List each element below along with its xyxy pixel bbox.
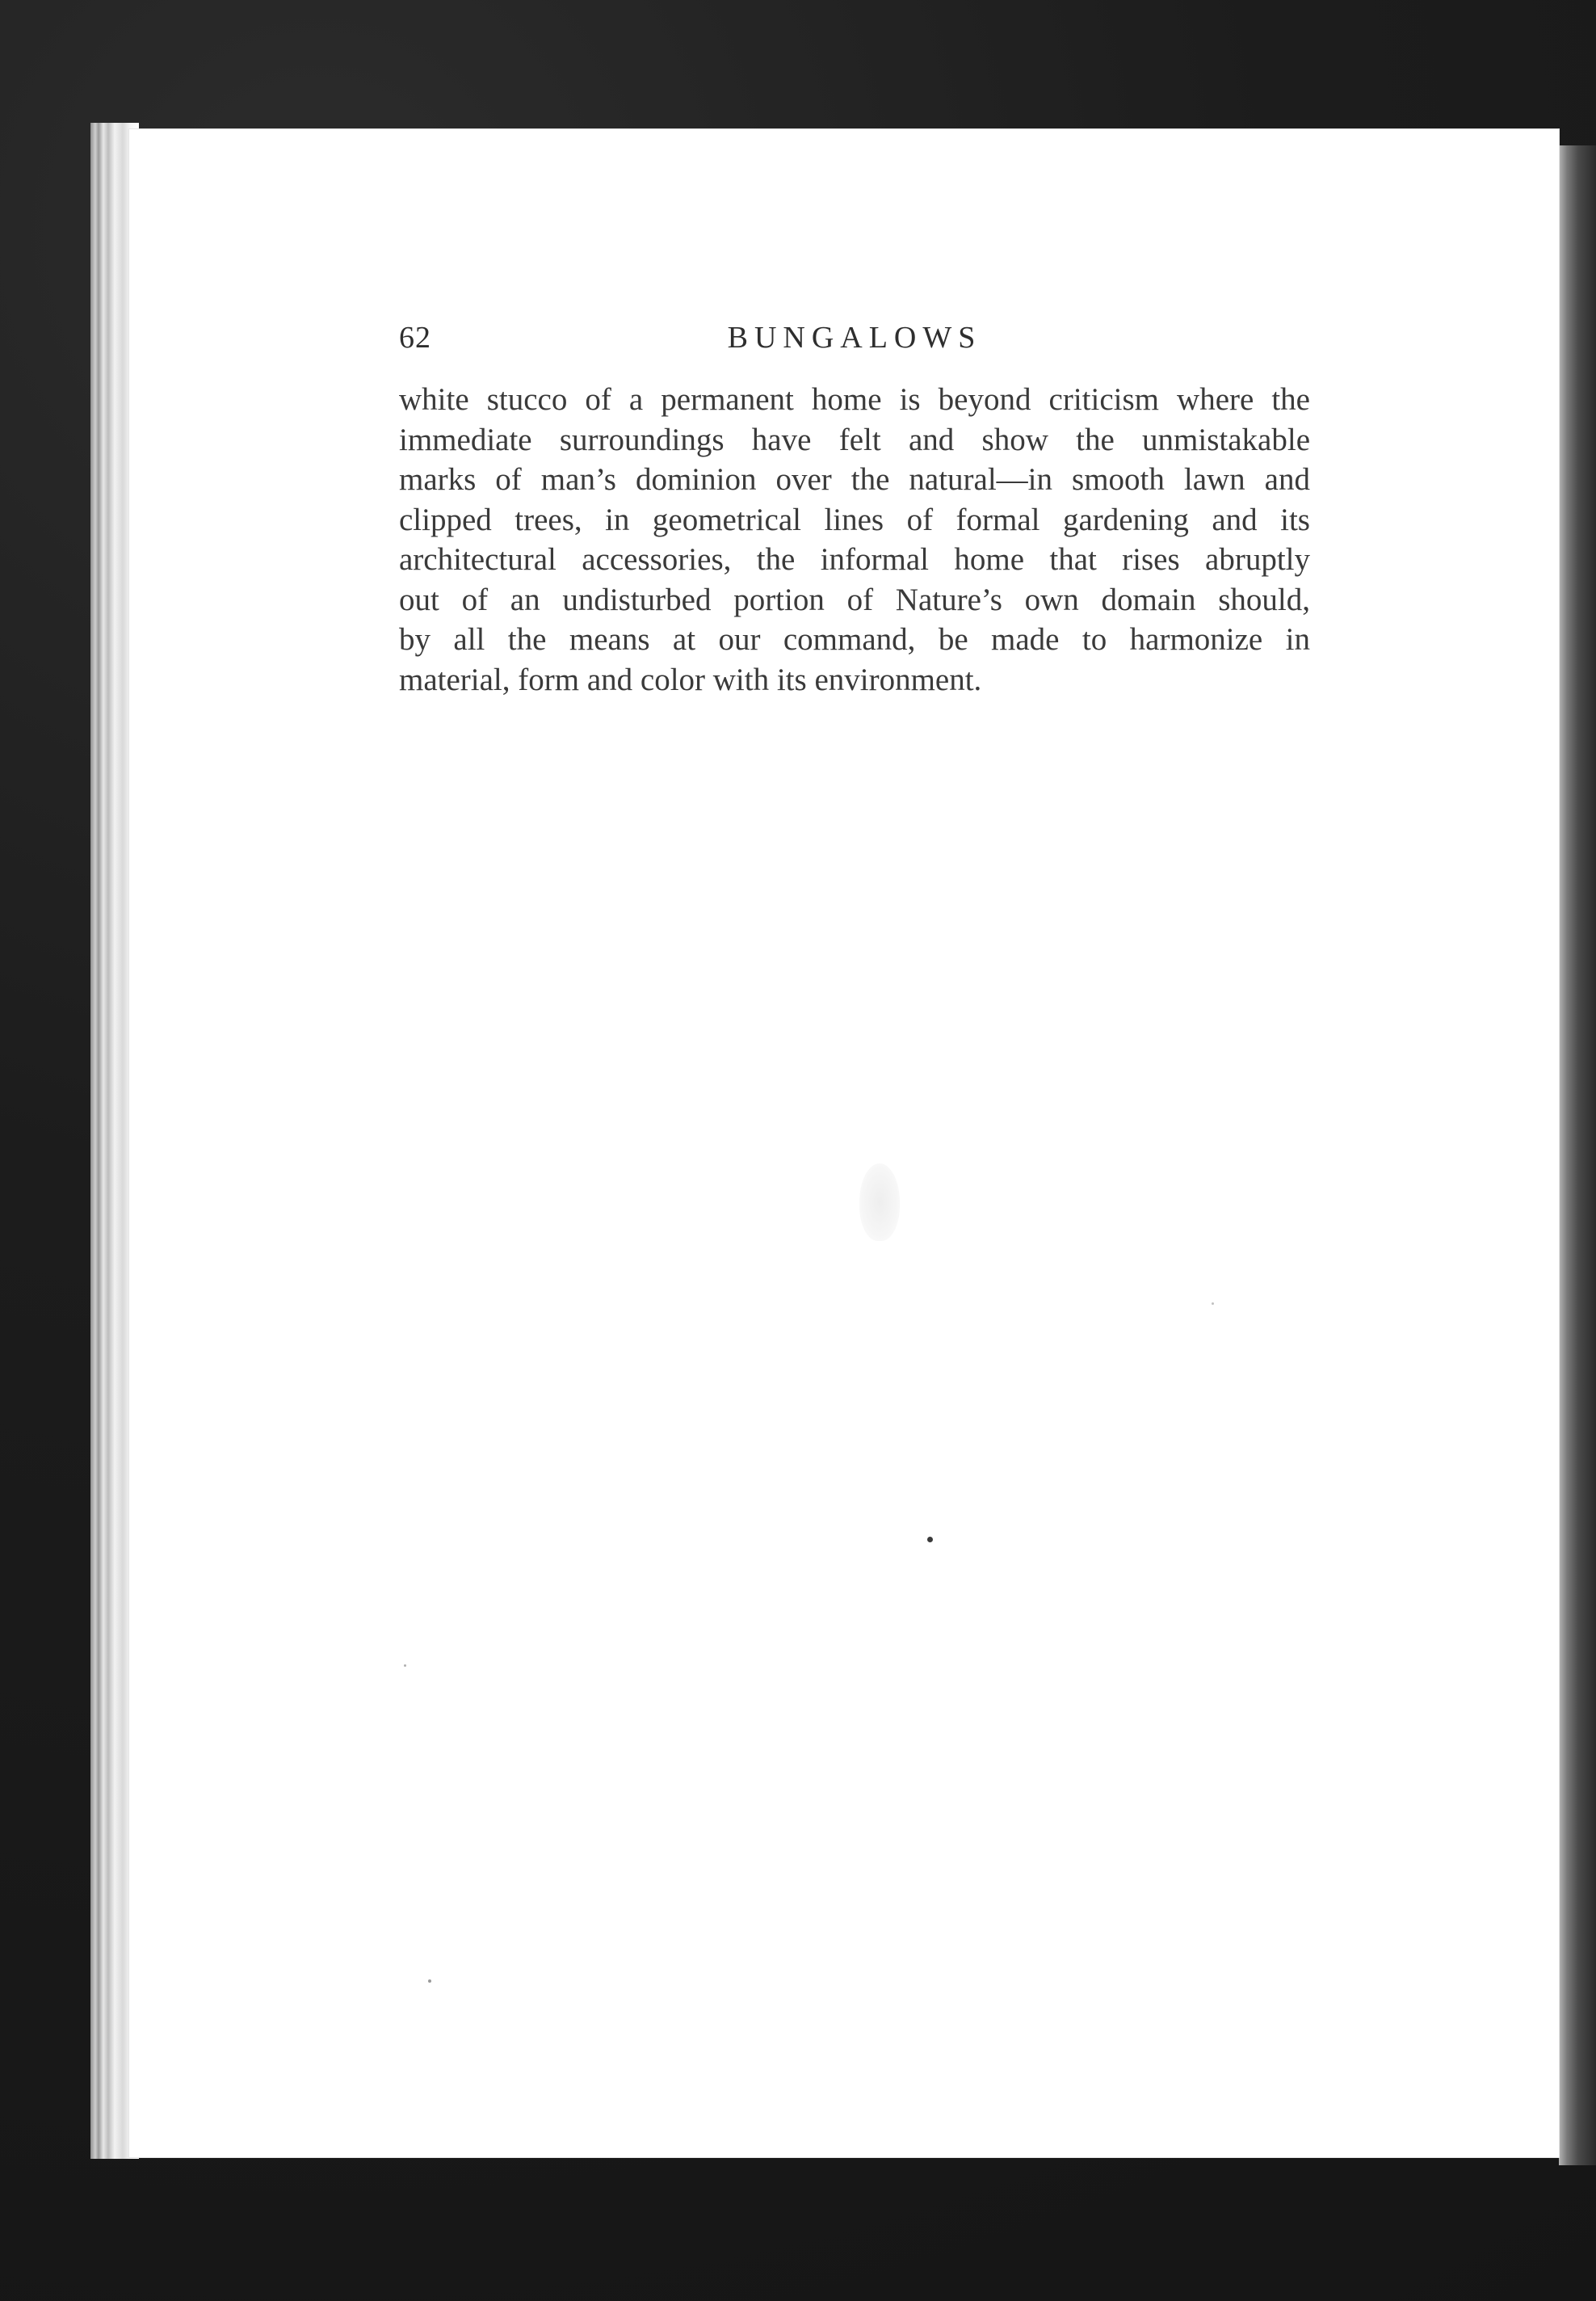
running-head: BUNGALOWS (727, 321, 982, 355)
text-line: clipped trees, in geometrical lines of formal gardening and its (399, 502, 1310, 537)
book-gutter (1559, 145, 1596, 2165)
text-line: immediate surroundings have felt and show the unmistakable (399, 422, 1310, 457)
body-paragraph (399, 380, 1310, 700)
text-line: architectural accessories, the informal home that rises abruptly (399, 542, 1310, 577)
scan-speck (1212, 1302, 1214, 1305)
scan-speck (404, 1664, 406, 1667)
page-number: 62 (399, 321, 431, 355)
text-line: material, form and color with its environment. (399, 662, 982, 697)
scan-speck (927, 1537, 933, 1542)
scan-blot (859, 1163, 900, 1241)
text-line: out of an undisturbed portion of Nature’s own domain should, (399, 582, 1310, 617)
text-line: white stucco of a permanent home is beyond criticism where the (399, 382, 1310, 417)
scan-speck (428, 1979, 431, 1983)
page-header (399, 313, 1310, 362)
text-line: marks of man’s dominion over the natural—in smooth lawn and (399, 462, 1310, 497)
text-line: by all the means at our command, be made to harmonize in (399, 622, 1310, 657)
